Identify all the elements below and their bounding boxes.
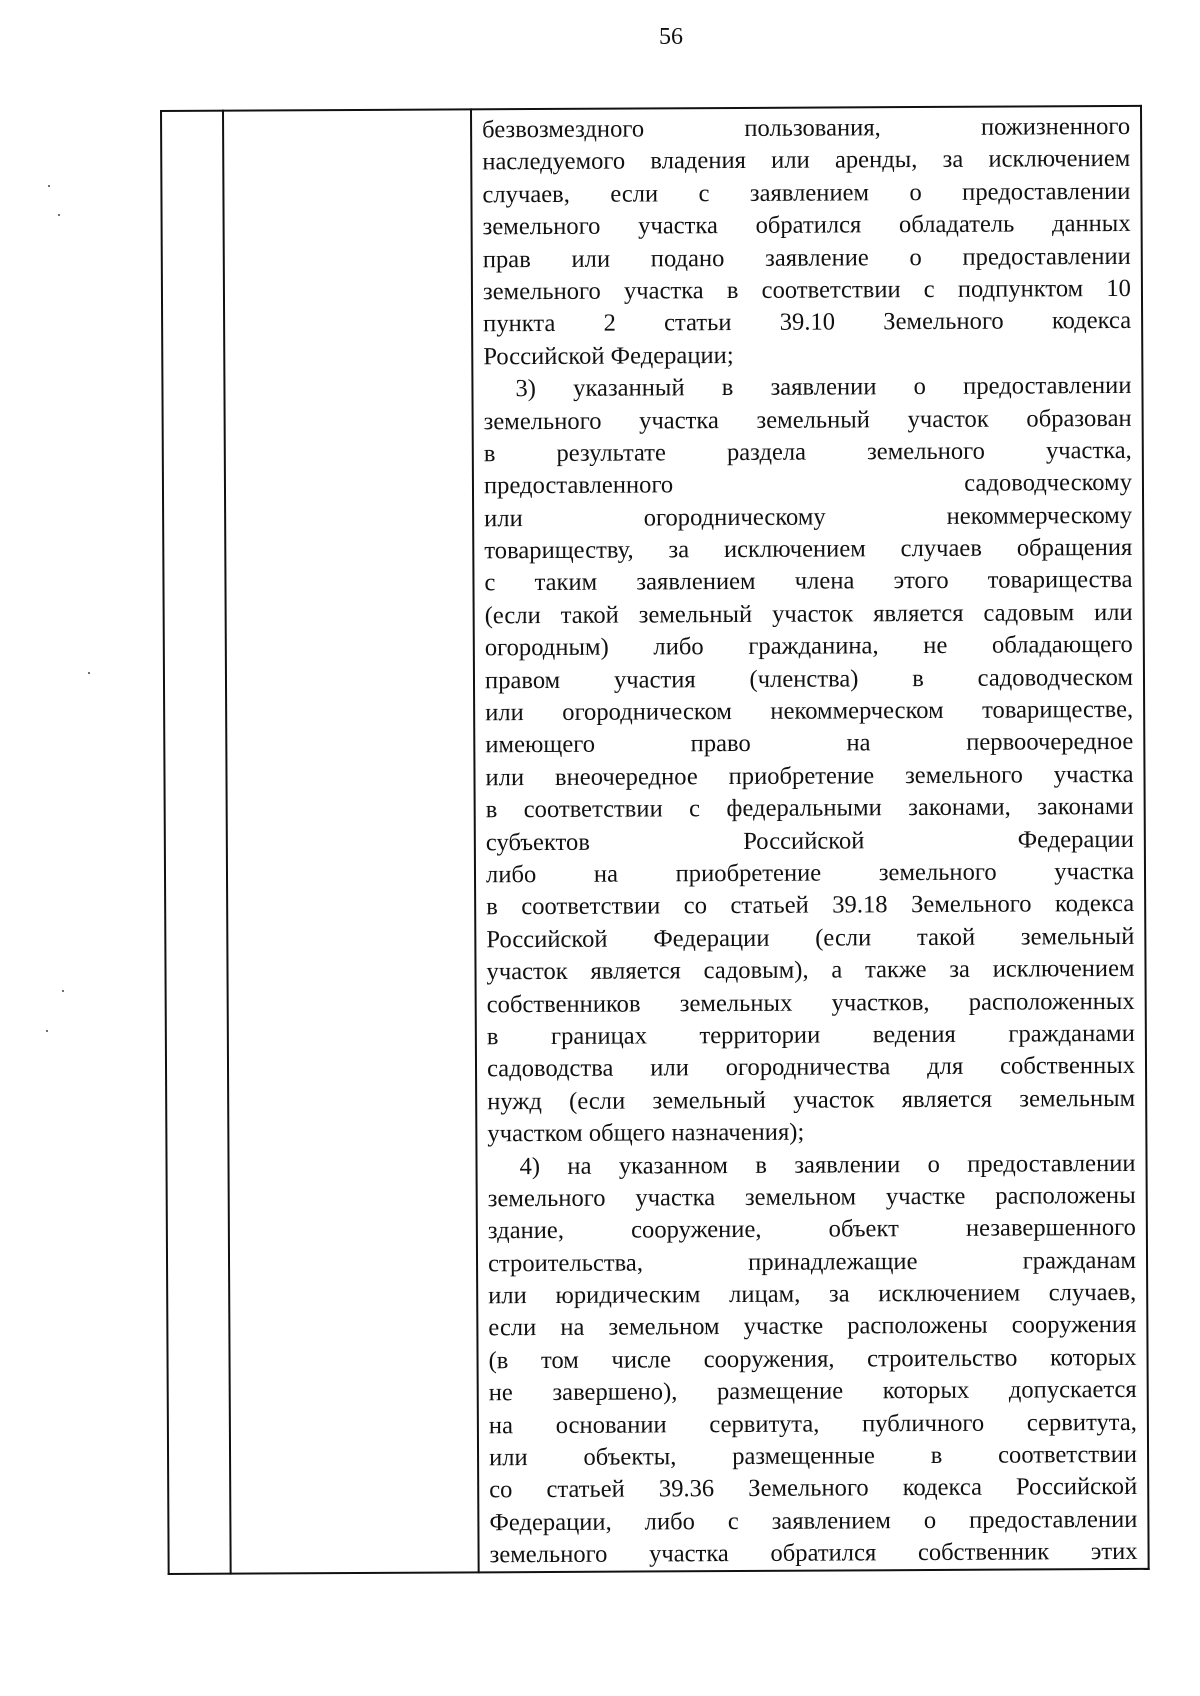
column-divider-2 <box>470 108 480 1573</box>
text-line: либо на приобретение земельного участка <box>485 857 1135 889</box>
text-line: садоводства или огородничества для собственных <box>486 1052 1136 1083</box>
text-line: земельного участка земельный участок образован <box>483 404 1132 435</box>
text-line: 3) указанный в заявлении о предоставлении <box>515 372 1132 403</box>
text-line: (в том числе сооружения, строительство которых <box>488 1343 1137 1375</box>
table-cell-text <box>482 111 1138 1572</box>
text-line: предоставленного садоводческому <box>483 469 1133 500</box>
text-line: или юридическим лицам, за исключением случаев, <box>488 1278 1137 1310</box>
text-line: земельного участка земельном участке расположены <box>487 1181 1136 1213</box>
text-line: в соответствии со статьей 39.18 Земельного кодекса <box>486 890 1135 921</box>
text-line: или огородническому некоммерческому <box>484 501 1133 532</box>
page-number: 56 <box>659 24 683 50</box>
column-divider-1 <box>222 110 232 1575</box>
scan-speck <box>58 214 60 216</box>
text-line: на основании сервитута, публичного сервитута, <box>488 1408 1137 1439</box>
text-line: со статьей 39.36 Земельного кодекса Российской <box>489 1473 1138 1504</box>
text-line: собственников земельных участков, расположенных <box>486 987 1135 1018</box>
text-line: товариществу, за исключением случаев обращения <box>484 533 1133 565</box>
text-line: с таким заявлением члена этого товарищества <box>484 566 1133 597</box>
text-line: в соответствии с федеральными законами, законами <box>485 793 1134 824</box>
text-line: безвозмездного пользования, пожизненного <box>482 112 1131 144</box>
text-line: если на земельном участке расположены сооружения <box>488 1311 1137 1342</box>
scan-speck <box>48 185 50 187</box>
text-line: 4) на указанном в заявлении о предоставлении <box>519 1149 1136 1180</box>
text-line: земельного участка обратился обладатель данных <box>482 210 1131 241</box>
text-line: Российской Федерации (если такой земельный <box>486 922 1135 954</box>
text-line: прав или подано заявление о предоставлении <box>482 242 1131 273</box>
text-line: или огородническом некоммерческом товариществе, <box>485 695 1134 727</box>
text-line: правом участия (членства) в садоводческом <box>484 663 1134 694</box>
text-line: Российской Федерации; <box>483 341 734 371</box>
text-line: участок является садовым), а также за исключением <box>486 955 1135 986</box>
text-line: имеющего право на первоочередное <box>485 728 1134 759</box>
text-line: случаев, если с заявлением о предоставлении <box>482 177 1131 209</box>
text-line: нужд (если земельный участок является земельным <box>487 1084 1136 1116</box>
text-line: не завершено), размещение которых допускается <box>488 1376 1137 1407</box>
scan-speck <box>46 1030 48 1032</box>
text-line: в границах территории ведения гражданами <box>486 1019 1135 1051</box>
text-line: огородным) либо гражданина, не обладающего <box>484 631 1133 662</box>
text-line: или внеочередное приобретение земельного участка <box>485 760 1134 792</box>
text-line: или объекты, размещенные в соответствии <box>488 1440 1138 1472</box>
text-line: в результате раздела земельного участка, <box>483 436 1132 468</box>
text-line: строительства, принадлежащие гражданам <box>487 1246 1137 1277</box>
text-line: земельного участка в соответствии с подпунктом 10 <box>482 274 1132 306</box>
scan-speck <box>88 672 90 674</box>
text-line: субъектов Российской Федерации <box>485 825 1134 856</box>
table-left-border <box>160 110 170 1575</box>
table-frame <box>160 105 1150 1575</box>
text-line: здание, сооружение, объект незавершенного <box>487 1214 1136 1245</box>
text-line: пункта 2 статьи 39.10 Земельного кодекса <box>483 307 1132 338</box>
text-line: участком общего назначения); <box>487 1118 805 1148</box>
text-line: земельного участка обратился собственник этих <box>489 1538 1138 1569</box>
scan-speck <box>62 990 64 992</box>
text-line: (если такой земельный участок является садовым или <box>484 598 1133 630</box>
table-right-border <box>1140 105 1150 1570</box>
text-line: Федерации, либо с заявлением о предоставлении <box>489 1505 1138 1537</box>
text-line: наследуемого владения или аренды, за исключением <box>482 145 1131 176</box>
